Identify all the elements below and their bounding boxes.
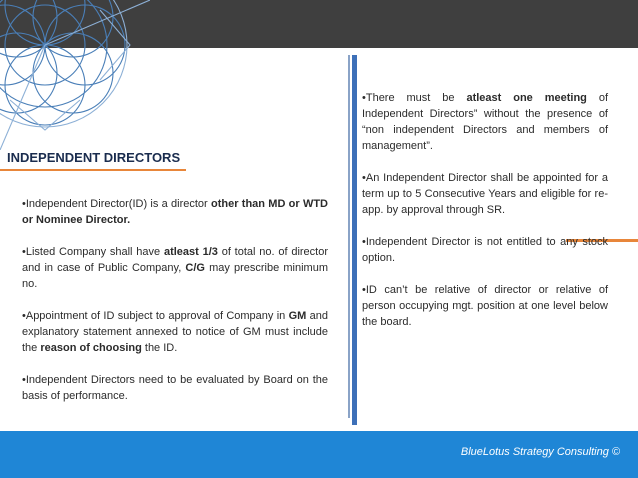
bullet-point [362,234,608,266]
bullet-point [362,282,608,330]
bullet-text: •ID can’t be relative of director or relative of person occupying mgt. position at one level below the board. [362,284,608,328]
bullet-point [22,244,328,292]
bullet-point [22,372,328,404]
bullet-text: •Independent Director is not entitled to any stock option. [362,236,608,264]
bullet-text: may prescribe minimum no. [22,262,328,290]
bullet-text: •Independent Director(ID) is a director [22,198,211,210]
bullet-emphasis: atleast one meeting [466,92,587,104]
lotus-mandala-icon [0,0,150,150]
title-underline [0,169,186,171]
bullet-emphasis: GM [288,310,307,322]
bullet-text: of total no. of director and in case of Public Company, [22,246,329,274]
bullet-text: •Independent Directors need to be evaluated by Board on the basis of performance. [22,374,328,402]
left-column [22,196,328,420]
bullet-text: the ID. [141,342,178,354]
bullet-text: •An Independent Director shall be appointed for a term up to 5 Consecutive Years and eligible for re-app. by approval through SR. [362,172,608,216]
bullet-point [362,170,608,218]
bullet-text: and explanatory statement annexed to notice of GM must include the [22,310,328,354]
footer-bar [0,431,638,478]
bullet-text: •Appointment of ID subject to approval of Company in [22,310,289,322]
page-title: INDEPENDENT DIRECTORS [7,150,181,165]
bullet-emphasis: C/G [185,262,205,274]
bullet-point [362,90,608,154]
bullet-text: •There must be [362,92,467,104]
column-divider-thick [352,55,357,425]
bullet-text: of Independent Directors” without the presence of “non independent Directors and members of management”. [362,92,609,152]
bullet-emphasis: reason of choosing [40,342,142,354]
column-divider-thin [348,55,350,418]
bullet-emphasis: atleast 1/3 [163,246,218,258]
bullet-point [22,196,328,228]
bullet-point [22,308,328,356]
right-column [362,90,608,346]
bullet-text: •Listed Company shall have [22,246,164,258]
footer-credit: BlueLotus Strategy Consulting © [460,446,620,458]
bullet-emphasis: other than MD or WTD or Nominee Director. [22,198,328,226]
